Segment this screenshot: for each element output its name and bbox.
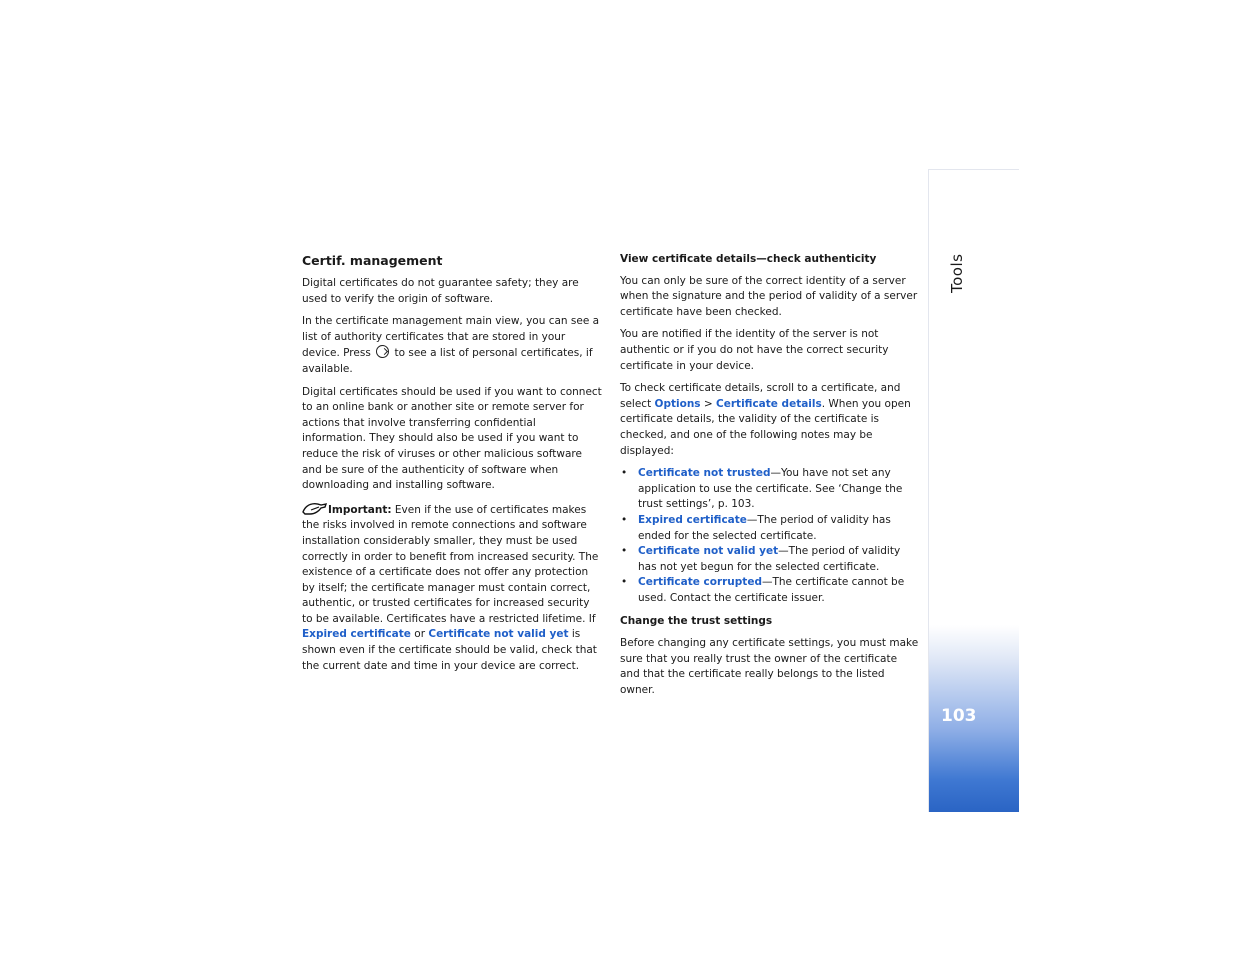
subsection-heading-view-details: View certificate details—check authenticity — [620, 253, 877, 265]
page-number: 103 — [941, 706, 977, 726]
expired-certificate-link: Expired certificate — [302, 628, 411, 641]
paragraph — [620, 381, 920, 459]
important-or: or — [414, 628, 426, 641]
bullet: • — [621, 545, 628, 558]
bullet-text: —The period of validity has ended for the selected certificate. — [638, 513, 891, 542]
paragraph: Before changing any certificate settings, you must make sure that you really trust the owner of the certificate and that the certificate really belongs to the listed owner. — [620, 637, 919, 696]
important-end: is shown even if the certificate should be valid, check that the current date and time in your device are correct. — [302, 628, 597, 672]
subsection-heading-trust-settings: Change the trust settings — [620, 615, 773, 628]
certificate-details-link: Certificate details — [716, 397, 822, 410]
chapter-tab-label — [942, 255, 972, 295]
bullet-term: Certificate corrupted — [638, 576, 762, 589]
bullet-term: Certificate not trusted — [638, 467, 771, 480]
chapter-title: Tools — [948, 253, 966, 293]
options-link: Options — [654, 397, 701, 410]
list-item — [620, 544, 920, 575]
paragraph-text: To check certificate details, scroll to a certificate, and select — [620, 382, 901, 410]
right-column — [620, 252, 920, 705]
bullet-term: Certificate not valid yet — [638, 545, 779, 558]
important-label: Important: — [328, 503, 392, 516]
paragraph: You are notified if the identity of the server is not authentic or if you do not have the correct security certificate in your device. — [620, 328, 889, 372]
important-text: Even if the use of certificates makes the risks involved in remote connections and software installation considerably smaller, they must be used correctly in order to benefit from increased security. The existence of a certificate does not offer any protection by itself; the certificate manager must contain correct, authentic, or trusted certificates for increased security to be available. Certificates have a restricted lifetime. If — [302, 503, 599, 625]
important-hand-icon — [302, 501, 328, 516]
certificate-notes-list — [620, 466, 920, 606]
left-column — [302, 252, 602, 681]
paragraph: You can only be sure of the correct identity of a server when the signature and the period of validity of a server certificate have been checked. — [620, 274, 918, 318]
list-item — [620, 466, 920, 513]
list-item — [620, 513, 920, 544]
bullet-text: —You have not set any application to use the certificate. See ‘Change the trust settings’, p. 103. — [638, 467, 903, 511]
list-item — [620, 575, 920, 606]
bullet: • — [621, 467, 628, 480]
paragraph — [302, 314, 602, 377]
paragraph-text: to see a list of personal certificates, if available. — [302, 347, 593, 375]
section-heading: Certif. management — [302, 253, 443, 268]
bullet: • — [621, 576, 628, 589]
bullet-text: —The certificate cannot be used. Contact the certificate issuer. — [638, 576, 905, 604]
scroll-key-icon — [376, 345, 389, 358]
bullet-text: —The period of validity has not yet begun for the selected certificate. — [638, 545, 901, 573]
paragraph-text: . When you open certificate details, the validity of the certificate is checked, and one of the following notes may be displayed: — [620, 397, 911, 457]
bullet: • — [621, 513, 628, 526]
certificate-not-valid-yet-link: Certificate not valid yet — [428, 628, 569, 641]
paragraph: Digital certificates do not guarantee safety; they are used to verify the origin of software. — [302, 277, 579, 305]
paragraph: Digital certificates should be used if you want to connect to an online bank or another site or remote server for actions that involve transferring confidential information. They should also be used if you want to reduce the risk of viruses or other malicious software and be sure of the authenticity of software when downloading and installing software. — [302, 385, 602, 492]
menu-separator: > — [703, 397, 713, 410]
important-note — [302, 501, 602, 675]
paragraph-text: In the certificate management main view, you can see a list of authority certificates that are stored in your device. Press — [302, 315, 600, 360]
bullet-term: Expired certificate — [638, 513, 747, 526]
